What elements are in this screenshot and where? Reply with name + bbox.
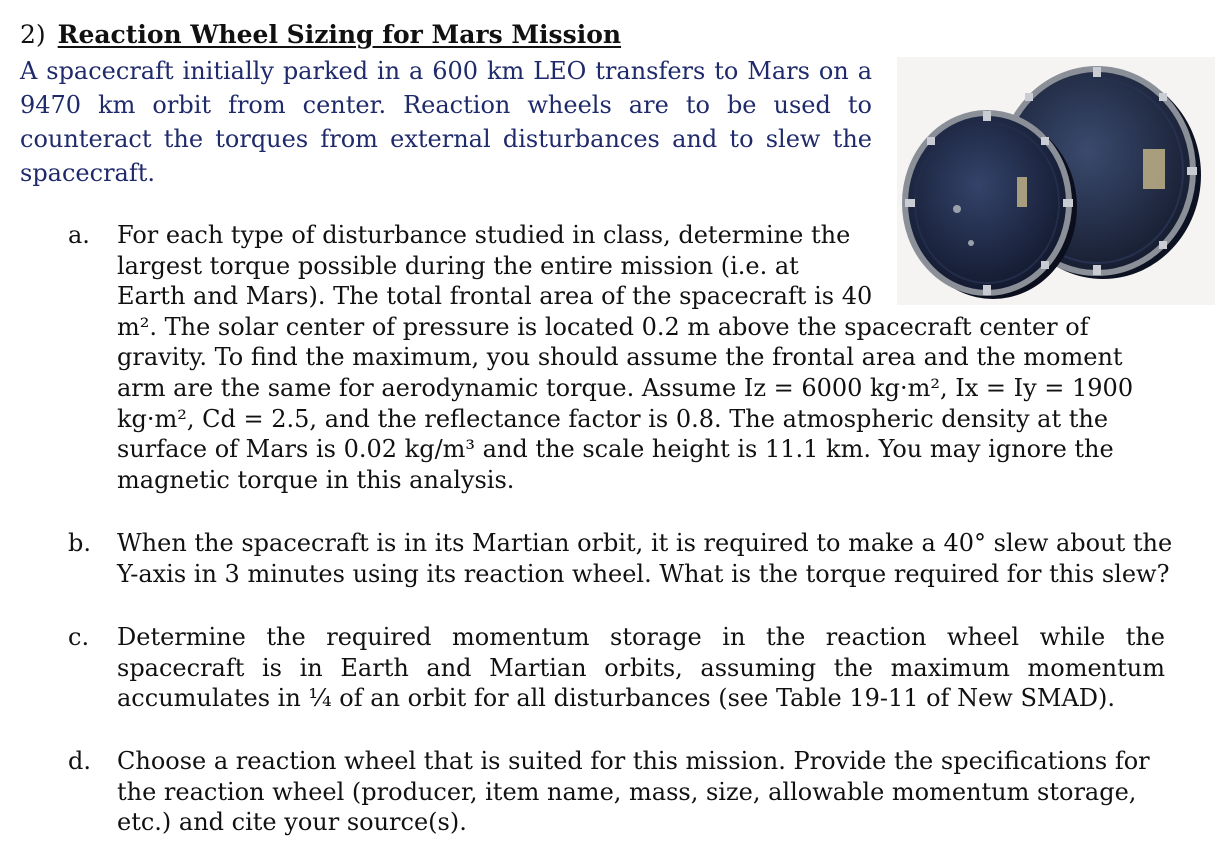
part-c-line: Determine the required momentum storage in the reaction wheel while the [117, 623, 1165, 651]
intro-line: A spacecraft initially parked in a 600 km LEO transfers to Mars on a [20, 57, 872, 85]
part-a-letter: a. [68, 221, 90, 249]
part-d-line: Choose a reaction wheel that is suited for this mission. Provide the specifications for [117, 747, 1150, 775]
question-intro [20, 54, 872, 190]
part-b-line: Y-axis in 3 minutes using its reaction wheel. What is the torque required for this slew? [117, 559, 1170, 588]
part-a-line: magnetic torque in this analysis. [117, 465, 515, 494]
part-c-line: spacecraft is in Earth and Martian orbits, assuming the maximum momentum [117, 653, 1165, 682]
intro-line: 9470 km orbit from center. Reaction wheels are to be used to [20, 91, 872, 119]
part-a-line: Earth and Mars). The total frontal area of the spacecraft is 40 [117, 282, 873, 311]
part-a-line: surface of Mars is 0.02 kg/m³ and the scale height is 11.1 km. You may ignore the [117, 435, 1114, 464]
intro-line: spacecraft. [20, 159, 156, 187]
part-a-line: For each type of disturbance studied in class, determine the [117, 221, 851, 249]
part-b-line: When the spacecraft is in its Martian orbit, it is required to make a 40° slew about the [117, 529, 1173, 557]
part-c-letter: c. [68, 623, 90, 651]
question-title: Reaction Wheel Sizing for Mars Mission [57, 20, 622, 49]
part-b-letter: b. [68, 529, 91, 557]
part-a-line: kg·m², Cd = 2.5, and the reflectance factor is 0.8. The atmospheric density at the [117, 404, 1109, 433]
question-number: 2) [20, 20, 46, 49]
part-c-text [117, 622, 1165, 714]
part-b-text [117, 528, 1172, 589]
part-d-line: the reaction wheel (producer, item name, mass, size, allowable momentum storage, [117, 777, 1137, 806]
part-d-line: etc.) and cite your source(s). [117, 808, 467, 837]
part-a-line: gravity. To find the maximum, you should assume the frontal area and the moment [117, 343, 1123, 372]
part-c-line: accumulates in ¼ of an orbit for all disturbances (see Table 19-11 of New SMAD). [117, 684, 1116, 713]
part-a-text [117, 220, 1133, 495]
part-d-text [117, 746, 1150, 838]
part-d-letter: d. [68, 747, 91, 775]
intro-line: counteract the torques from external disturbances and to slew the [20, 125, 872, 153]
part-a-line: largest torque possible during the entire mission (i.e. at [117, 251, 799, 280]
part-a-line: arm are the same for aerodynamic torque. Assume Iz = 6000 kg·m², Ix = Iy = 1900 [117, 373, 1134, 402]
part-a-line: m². The solar center of pressure is located 0.2 m above the spacecraft center of [117, 312, 1089, 341]
question-heading [20, 18, 621, 52]
